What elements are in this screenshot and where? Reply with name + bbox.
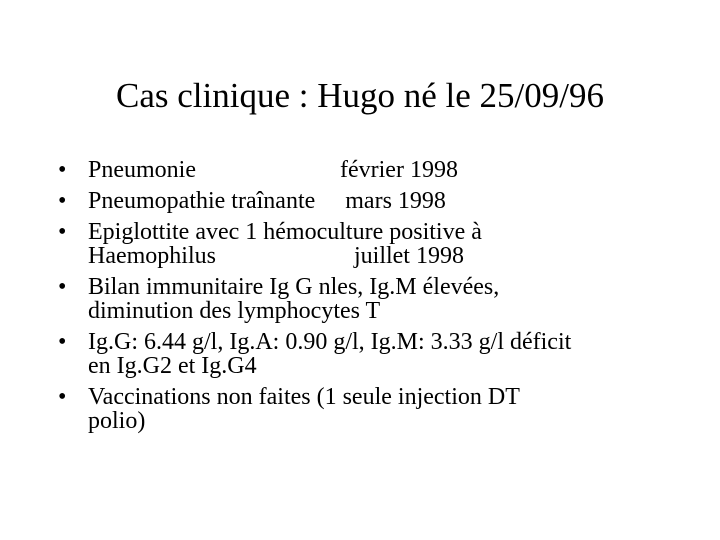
- bullet-text-line: Ig.G: 6.44 g/l, Ig.A: 0.90 g/l, Ig.M: 3.33 g/l déficit: [88, 329, 572, 355]
- bullet-marker: •: [58, 219, 67, 245]
- bullet-item-pneumopathie: [58, 189, 698, 213]
- bullet-item-vaccinations: [58, 385, 698, 433]
- slide-title: Cas clinique : Hugo né le 25/09/96: [116, 76, 604, 115]
- bullet-marker: •: [58, 329, 67, 355]
- bullet-item-pneumonie: [58, 158, 698, 182]
- bullet-item-immunoglobulines: [58, 330, 698, 378]
- bullet-marker: •: [58, 384, 67, 410]
- bullet-text-line: Haemophilus juillet 1998: [88, 243, 464, 269]
- bullet-list: [58, 158, 698, 440]
- bullet-text-line: diminution des lymphocytes T: [88, 298, 381, 324]
- bullet-text-line: Pneumonie février 1998: [88, 157, 458, 183]
- bullet-marker: •: [58, 274, 67, 300]
- bullet-text-line: Vaccinations non faites (1 seule injection DT: [88, 384, 520, 410]
- bullet-text-line: Pneumopathie traînante mars 1998: [88, 188, 446, 214]
- bullet-text-line: polio): [88, 408, 146, 434]
- bullet-item-epiglottite: [58, 220, 698, 268]
- bullet-marker: •: [58, 188, 67, 214]
- bullet-text-line: Epiglottite avec 1 hémoculture positive à: [88, 219, 482, 245]
- bullet-text-line: Bilan immunitaire Ig G nles, Ig.M élevées,: [88, 274, 500, 300]
- bullet-marker: •: [58, 157, 67, 183]
- bullet-item-bilan-immunitaire: [58, 275, 698, 323]
- bullet-text-line: en Ig.G2 et Ig.G4: [88, 353, 257, 379]
